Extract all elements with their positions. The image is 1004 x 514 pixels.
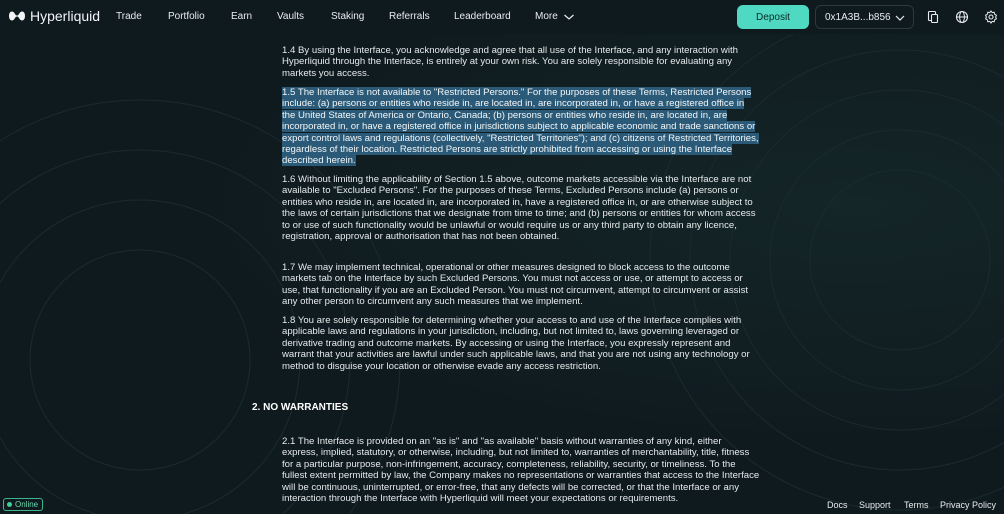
nav-item-more[interactable]: More [535, 11, 558, 22]
status-dot-icon [7, 502, 12, 507]
footer-link-docs[interactable]: Docs [827, 500, 848, 510]
nav-item-staking[interactable]: Staking [331, 11, 365, 22]
terms-paragraph-1-8: 1.8 You are solely responsible for determining whether your access to and use of the Interface complies with applicable laws and regulations in your jurisdiction, including, but not limited to, laws governing leveraged or derivative trading and outcome markets. By accessing or using the Interface, you expressly represent and warrant that your activities are lawful under such applicable laws, and that you are not using any technology or method to disguise your location or otherwise evade any access restriction. [282, 315, 750, 372]
terms-paragraph-1-5-selected [282, 87, 760, 167]
settings-icon[interactable] [984, 10, 998, 24]
selected-text: 1.5 The Interface is not available to "Restricted Persons." For the purposes of these Terms, Restricted Persons include: (a) persons or entities who reside in, are located in, are incorporated in, or have a registered office in the United States of America or Ontario, Canada; (b) persons or entities who reside in, are located in, are incorporated in, or have a registered office in jurisdictions subject to applicable economic and trade sanctions or export control laws and regulations (collectively, "Restricted Territories"); and (c) citizens of Restricted Territories, regardless of their location. Restricted Persons are strictly prohibited from accessing or using the Interface described herein. [282, 87, 759, 167]
terms-paragraph-1-6: 1.6 Without limiting the applicability of Section 1.5 above, outcome markets accessible via the Interface are not available to "Excluded Persons". For the purposes of these Terms, Excluded Persons include (a) persons or entities who reside in, are located in, are incorporated in, have a registered office in, or are otherwise subject to the laws of certain jurisdictions that we designate from time to time; and (b) persons or entities for whom access to or use of such functionality would be unlawful or would require us or any third party to obtain any licence, registration, approval or authorisation that has not been obtained. [282, 174, 756, 243]
terms-paragraph-2-1: 2.1 The Interface is provided on an "as is" and "as available" basis without warranties of any kind, either express, implied, statutory, or otherwise, including, but not limited to, warranties of merchantability, title, fitness for a particular purpose, non-infringement, accuracy, completeness, reliability, security, or timeliness. To the fullest extent permitted by law, the Company makes no representations or warranties that access to the Interface will be continuous, uninterrupted, or error-free, that any defects will be corrected, or that the Interface or any interaction through the Interface with Hyperliquid will meet your expectations or requirements. [282, 436, 760, 505]
wallet-address: 0x1A3B...b856 [825, 11, 891, 23]
hyperliquid-logo-icon [8, 8, 26, 24]
brand-name: Hyperliquid [30, 8, 101, 24]
nav-item-referrals[interactable]: Referrals [389, 11, 430, 22]
terms-paragraph-1-4: 1.4 By using the Interface, you acknowledge and agree that all use of the Interface, and any interaction with Hyperliquid through the Interface, is entirely at your own risk. You are solely responsible for evaluating any markets you access. [282, 45, 738, 79]
nav-item-vaults[interactable]: Vaults [277, 11, 305, 22]
nav-item-earn[interactable]: Earn [231, 11, 253, 22]
footer-link-terms[interactable]: Terms [904, 500, 929, 510]
connection-status-badge [3, 498, 43, 511]
deposit-button[interactable]: Deposit [737, 5, 809, 29]
top-navigation-bar [0, 0, 1004, 34]
footer-link-support[interactable]: Support [859, 500, 891, 510]
footer-link-privacy-policy[interactable]: Privacy Policy [940, 500, 997, 510]
nav-item-leaderboard[interactable]: Leaderboard [454, 11, 511, 22]
mobile-icon[interactable] [926, 10, 940, 24]
globe-icon[interactable] [955, 10, 969, 24]
wallet-address-dropdown[interactable] [815, 5, 914, 29]
terms-paragraph-1-7: 1.7 We may implement technical, operational or other measures designed to block access to the outcome markets tab on the Interface by such Excluded Persons. You must not access or use, or attempt to access or use, that functionality if you are an Excluded Person. You must not circumvent, attempt to circumvent or assist any other person to circumvent any such measures that we implement. [282, 262, 749, 308]
nav-item-trade[interactable]: Trade [116, 11, 142, 22]
section-heading-no-warranties: 2. NO WARRANTIES [252, 402, 349, 413]
nav-item-portfolio[interactable]: Portfolio [168, 11, 205, 22]
chevron-down-icon[interactable] [563, 12, 575, 22]
brand-logo[interactable] [8, 8, 100, 24]
status-label: Online [15, 500, 39, 509]
chevron-down-icon [895, 14, 905, 22]
